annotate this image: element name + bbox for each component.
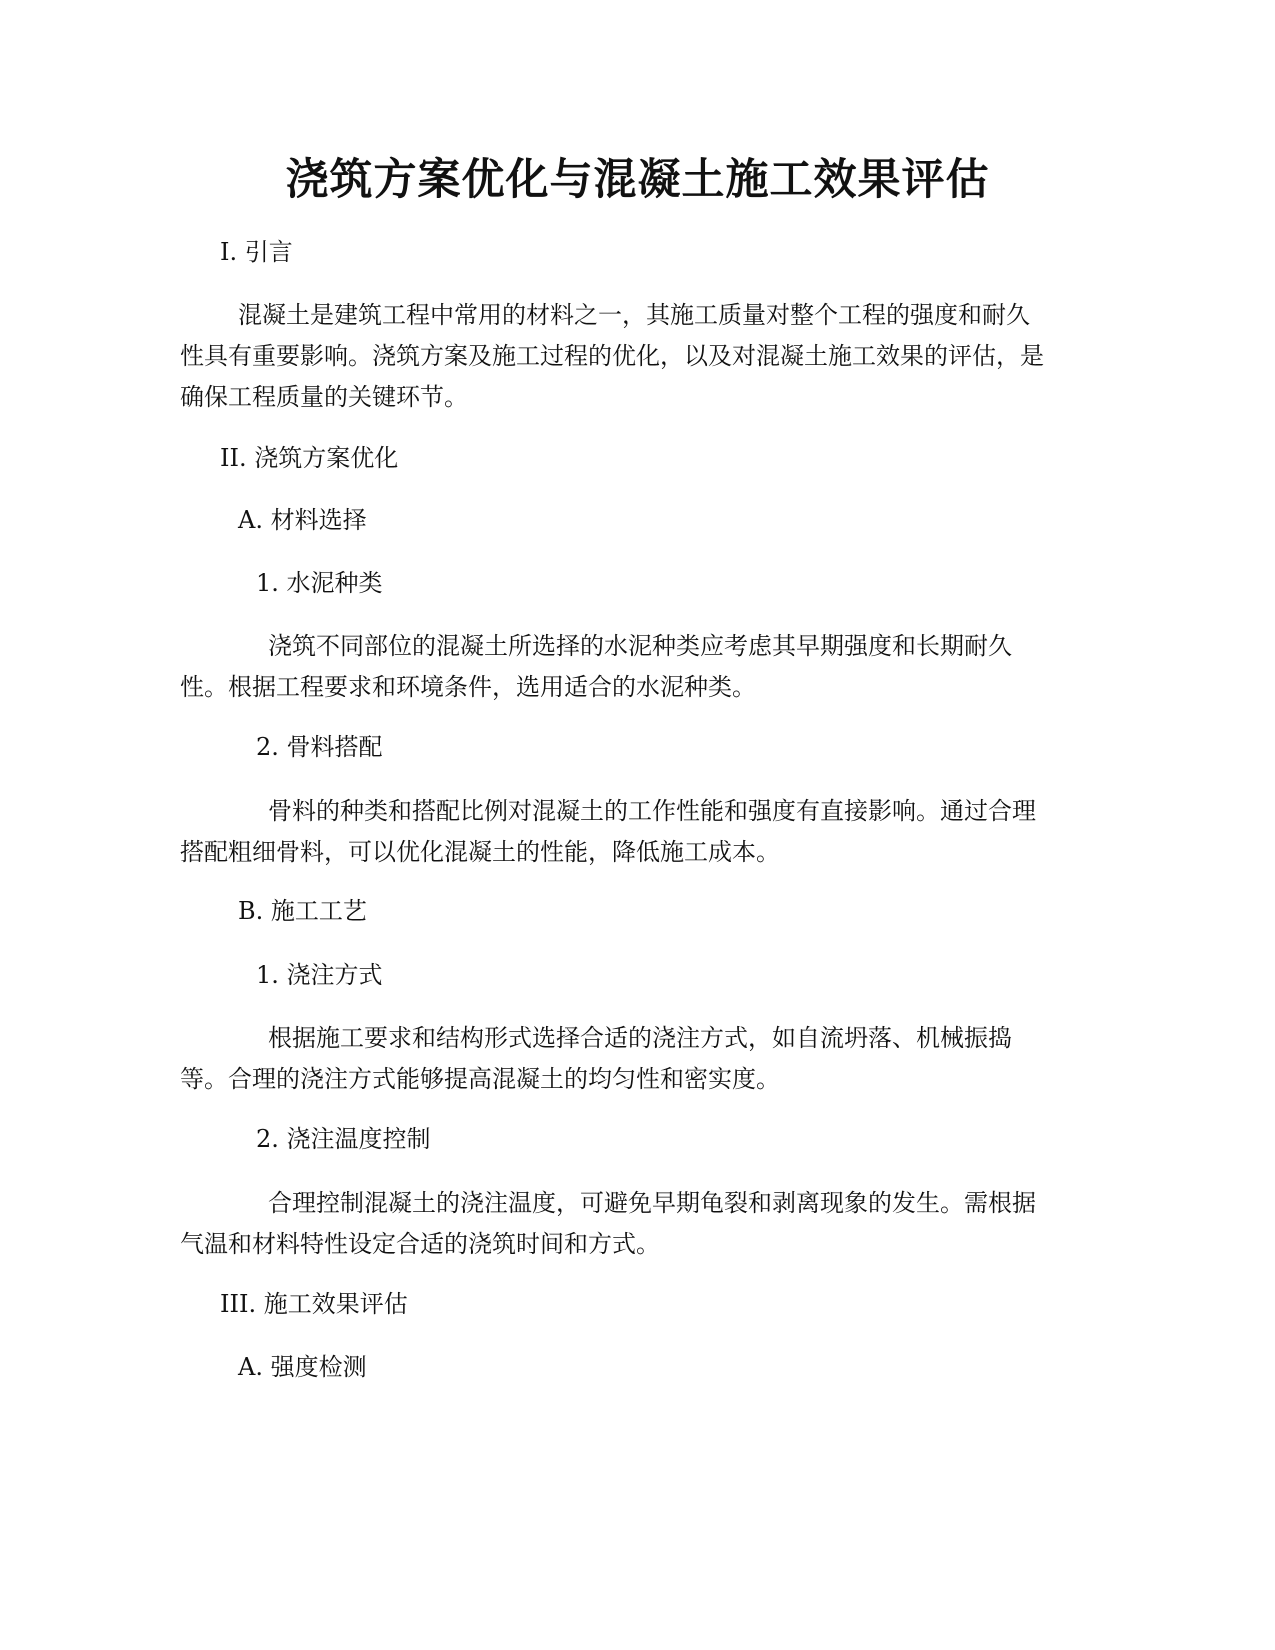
heading-pour-method: 1. 浇注方式 xyxy=(256,961,383,989)
heading-optimization: II. 浇筑方案优化 xyxy=(220,444,399,472)
heading-evaluation: III. 施工效果评估 xyxy=(220,1290,408,1318)
intro-para-line-1: 混凝土是建筑工程中常用的材料之一，其施工质量对整个工程的强度和耐久 xyxy=(238,301,1030,329)
temp-para-line-2: 气温和材料特性设定合适的浇筑时间和方式。 xyxy=(180,1230,660,1258)
aggregate-para-line-2: 搭配粗细骨料，可以优化混凝土的性能，降低施工成本。 xyxy=(180,838,780,866)
aggregate-para-line-1: 骨料的种类和搭配比例对混凝土的工作性能和强度有直接影响。通过合理 xyxy=(268,797,1036,825)
temp-para-line-1: 合理控制混凝土的浇注温度，可避免早期龟裂和剥离现象的发生。需根据 xyxy=(268,1189,1036,1217)
heading-aggregate: 2. 骨料搭配 xyxy=(256,733,383,761)
heading-temperature-control: 2. 浇注温度控制 xyxy=(256,1125,431,1153)
pour-method-para-line-1: 根据施工要求和结构形式选择合适的浇注方式，如自流坍落、机械振捣 xyxy=(268,1024,1012,1052)
heading-intro: I. 引言 xyxy=(220,238,293,266)
document-title: 浇筑方案优化与混凝土施工效果评估 xyxy=(285,155,990,205)
heading-construction-process: B. 施工工艺 xyxy=(238,897,367,925)
heading-cement-type: 1. 水泥种类 xyxy=(256,569,383,597)
heading-strength-test: A. 强度检测 xyxy=(238,1353,367,1381)
cement-para-line-1: 浇筑不同部位的混凝土所选择的水泥种类应考虑其早期强度和长期耐久 xyxy=(268,632,1012,660)
heading-material-selection: A. 材料选择 xyxy=(238,506,367,534)
cement-para-line-2: 性。根据工程要求和环境条件，选用适合的水泥种类。 xyxy=(180,673,756,701)
pour-method-para-line-2: 等。合理的浇注方式能够提高混凝土的均匀性和密实度。 xyxy=(180,1065,780,1093)
intro-para-line-3: 确保工程质量的关键环节。 xyxy=(180,383,468,411)
intro-para-line-2: 性具有重要影响。浇筑方案及施工过程的优化，以及对混凝土施工效果的评估，是 xyxy=(180,342,1044,370)
